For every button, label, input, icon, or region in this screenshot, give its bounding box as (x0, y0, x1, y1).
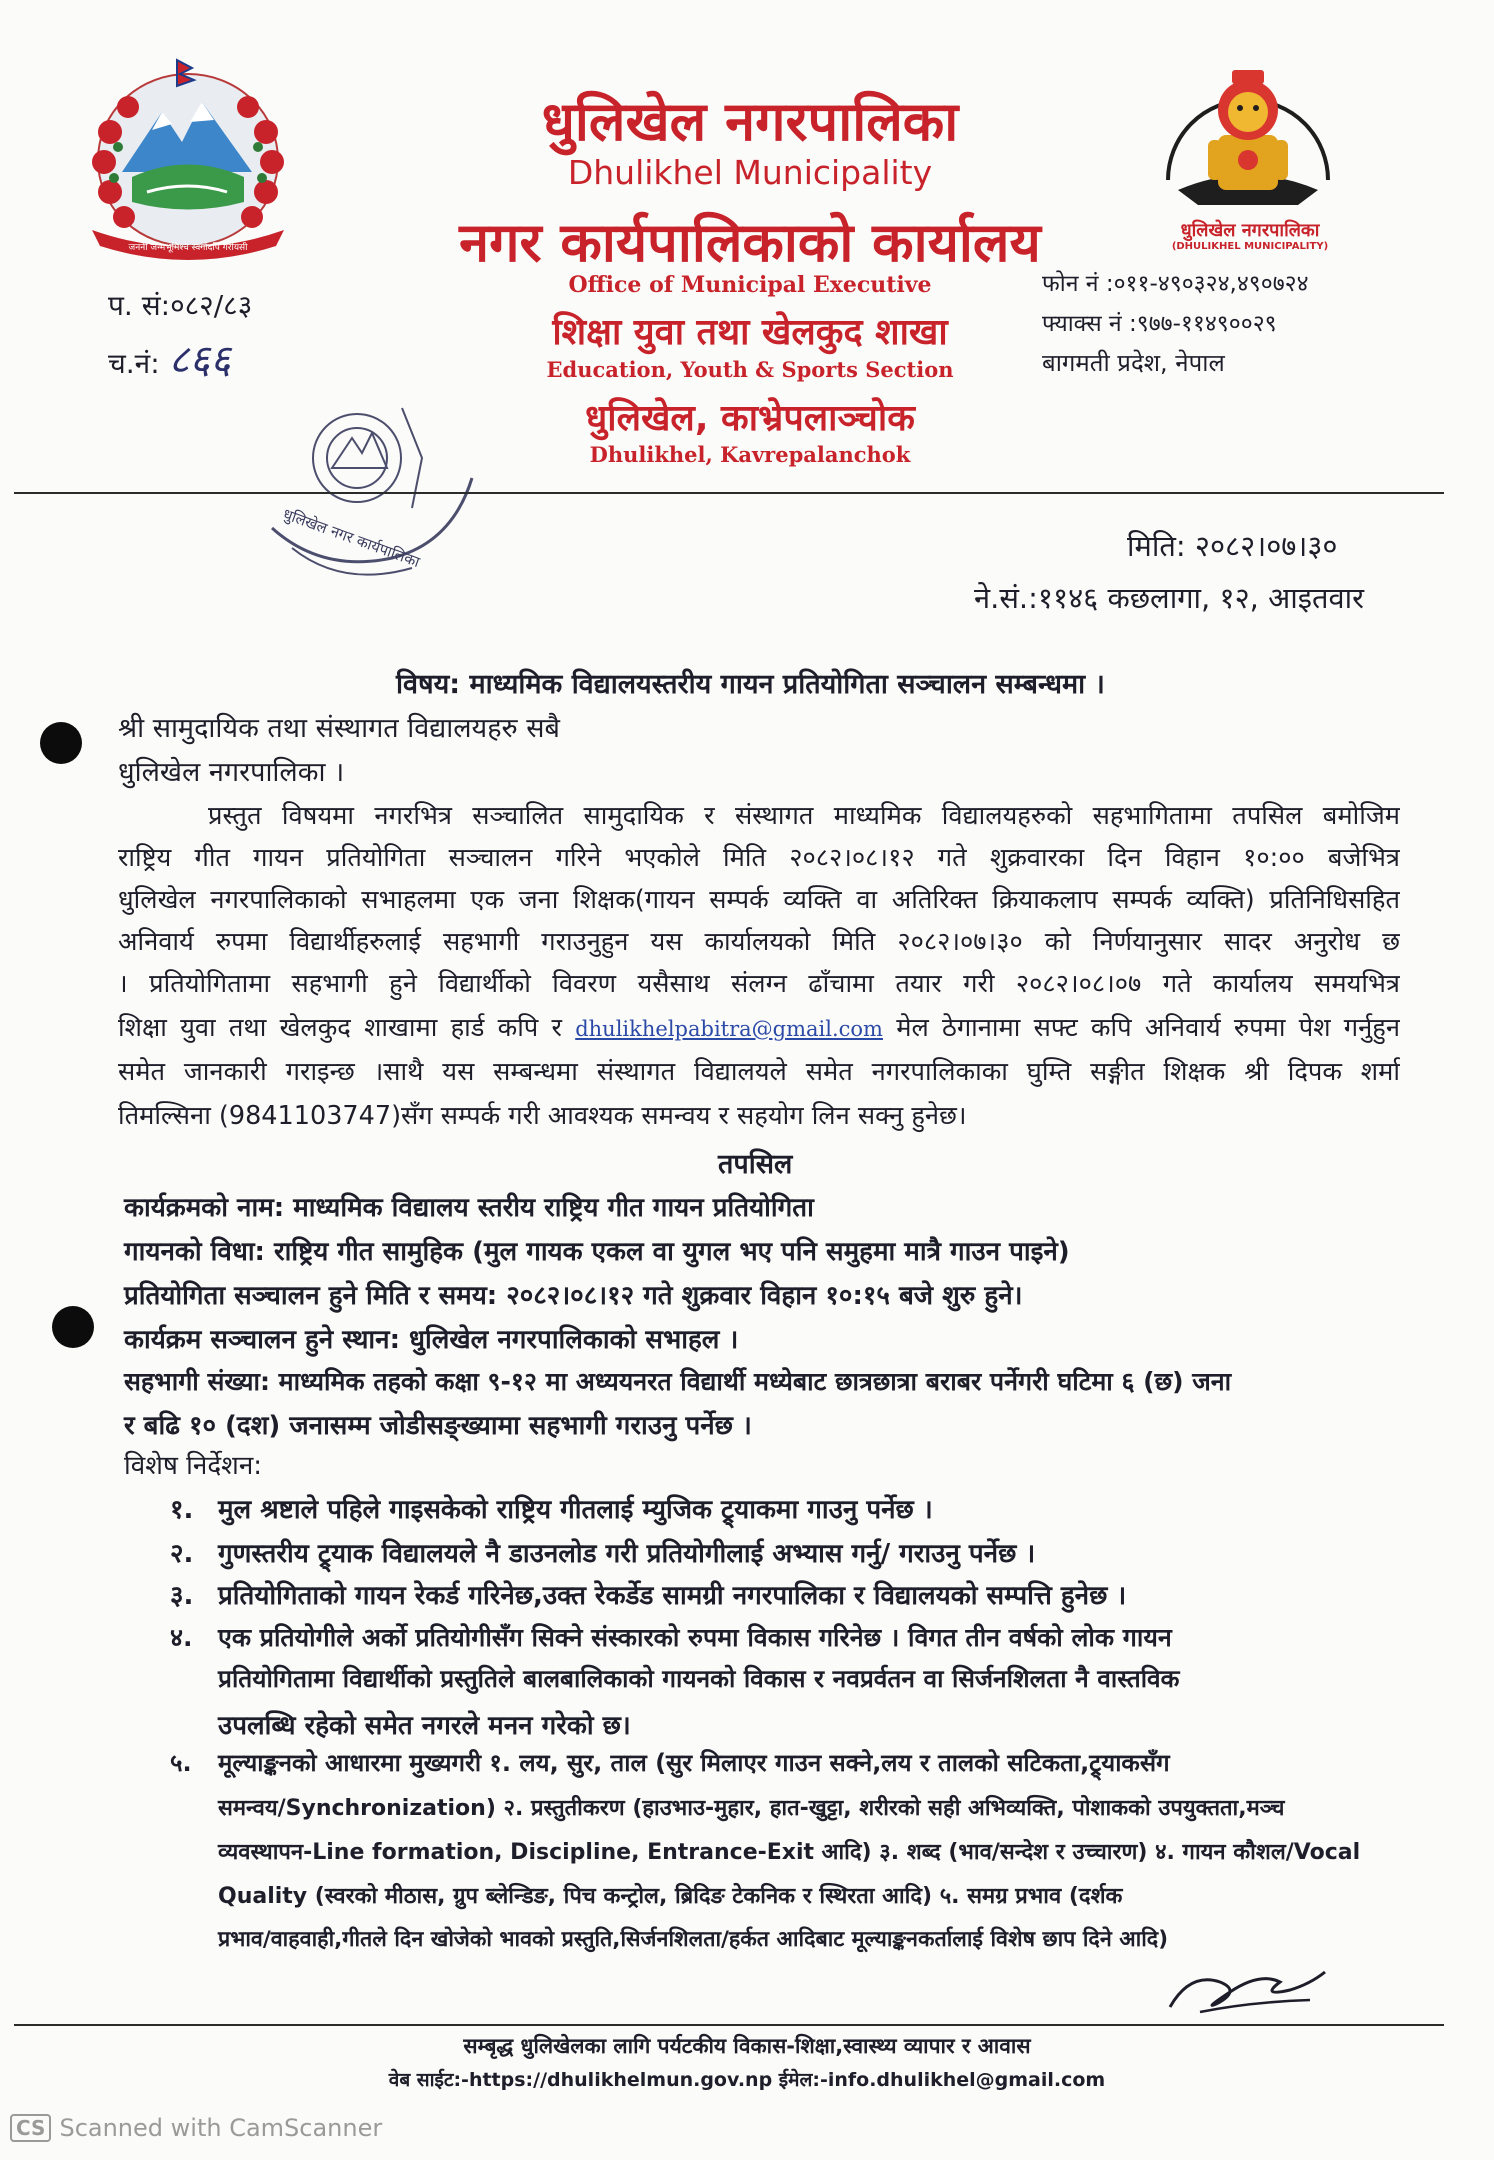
phone-number: फोन नं :०११-४९०३२४,४९०७२४ (1042, 271, 1309, 297)
province: बागमती प्रदेश, नेपाल (1042, 349, 1225, 377)
municipality-name-en: Dhulikhel Municipality (567, 153, 933, 192)
svg-text:जननी जन्मभूमिश्च स्वर्गादपि गर: जननी जन्मभूमिश्च स्वर्गादपि गरीयसी (128, 243, 248, 253)
signature-icon (1160, 1952, 1330, 2022)
instruction-item-3: ३. प्रतियोगिताको गायन रेकर्ड गरिनेछ,उक्त रेकर्डेड सामग्री नगरपालिका र विद्यालयको सम्पत्ति हुनेछ । (170, 1581, 1127, 1611)
special-instructions-heading: विशेष निर्देशन: (124, 1451, 263, 1481)
program-venue: कार्यक्रम सञ्चालन हुने स्थान: धुलिखेल नगरपालिकाको सभाहल । (124, 1325, 739, 1355)
camscanner-text: Scanned with CamScanner (59, 2114, 383, 2142)
svg-text:धुलिखेल नगर कार्यपालिका: धुलिखेल नगर कार्यपालिका (280, 504, 423, 572)
section-name-en: Education, Youth & Sports Section (546, 357, 954, 382)
instruction-item-1: १. मुल श्रष्टाले पहिले गाइसकेको राष्ट्रिय गीतलाई म्युजिक ट्र्याकमा गाउनु पर्नेछ । (170, 1495, 933, 1525)
fax-number: फ्याक्स नं :९७७-११४९००२९ (1042, 311, 1277, 337)
body-line-2: राष्ट्रिय गीत गायन प्रतियोगिता सञ्चालन गरिने भएकोले मिति २०८२।०८।१२ गते शुक्रवारका दिन विहान १०:०० बजेभित्र (118, 843, 1400, 873)
body-line-4: अनिवार्य रुपमा विद्यार्थीहरुलाई सहभागी गराउनुहुन यस कार्यालयको मिति २०८२।०७।३० को निर्णयानुसार सादर अनुरोध छ (118, 927, 1400, 957)
dispatch-handwritten-number: ८६६ (168, 337, 231, 383)
body-line-6 (118, 1010, 1400, 1044)
municipality-name-ne: धुलिखेल नगरपालिका (541, 90, 959, 153)
instruction-item-2: २. गुणस्तरीय ट्र्याक विद्यालयले नै डाउनलोड गरी प्रतियोगीलाई अभ्यास गर्नु/ गराउनु पर्नेछ । (170, 1539, 1036, 1569)
scan-punch-hole-bottom (52, 1306, 94, 1348)
camscanner-logo-icon: CS (10, 2114, 51, 2142)
camscanner-watermark (10, 2114, 382, 2142)
body-line-1: प्रस्तुत विषयमा नगरभित्र सञ्चालित सामुदायिक र संस्थागत माध्यमिक विद्यालयहरुको सहभागितामा तपसिल बमोजिम (208, 801, 1400, 831)
reference-number: प. सं:०८२/८३ (108, 289, 253, 322)
recipient-line-1: श्री सामुदायिक तथा संस्थागत विद्यालयहरु सबै (118, 713, 560, 744)
body-line-3: धुलिखेल नगरपालिकाको सभाहलमा एक जना शिक्षक(गायन सम्पर्क व्यक्ति वा अतिरिक्त क्रियाकलाप सम्पर्क व्यक्ति) प्रतिनिधिसहित (118, 885, 1400, 915)
section-name-ne: शिक्षा युवा तथा खेलकुद शाखा (552, 312, 948, 353)
singing-genre: गायनको विधा: राष्ट्रिय गीत सामुहिक (मुल गायक एकल वा युगल भए पनि समुहमा मात्रै गाउन पाइने) (124, 1237, 1070, 1267)
place-name-en: Dhulikhel, Kavrepalanchok (589, 442, 911, 467)
nepal-emblem-icon (62, 52, 314, 262)
dispatch-number (108, 330, 231, 385)
email-link[interactable]: dhulikhelpabitra@gmail.com (575, 1017, 883, 1041)
program-name: कार्यक्रमको नाम: माध्यमिक विद्यालय स्तरीय राष्ट्रिय गीत गायन प्रतियोगिता (124, 1193, 814, 1223)
letter-date: मिति: २०८२।०७।३० (1127, 529, 1338, 563)
nepal-sambat-date: ने.सं.:११४६ कछलागा, १२, आइतवार (974, 581, 1364, 615)
footer-slogan: सम्बृद्ध धुलिखेलका लागि पर्यटकीय विकास-शिक्षा,स्वास्थ्य व्यापार र आवास (463, 2034, 1031, 2058)
footer-divider (14, 2024, 1444, 2026)
recipient-line-2: धुलिखेल नगरपालिका । (118, 757, 345, 788)
logo-caption-en: (DHULIKHEL MUNICIPALITY) (1171, 241, 1329, 252)
header-divider (14, 492, 1444, 494)
body-line-7: समेत जानकारी गराइन्छ ।साथै यस सम्बन्धमा संस्थागत विद्यालयले समेत नगरपालिकाका घुम्ति सङ्गीत शिक्षक श्री दिपक शर्मा (118, 1057, 1400, 1087)
body-line-6-end: मेल ठेगानामा सफ्ट कपि अनिवार्य रुपमा पेश गर्नुहुन (896, 1013, 1400, 1043)
letter-subject: विषय: माध्यमिक विद्यालयस्तरीय गायन प्रतियोगिता सञ्चालन सम्बन्धमा । (396, 669, 1105, 700)
participant-count-line-2: र बढि १० (दश) जनासम्म जोडीसङ्ख्यामा सहभागी गराउनु पर्नेछ । (124, 1411, 752, 1441)
logo-caption-ne: धुलिखेल नगरपालिका (1180, 220, 1320, 241)
office-stamp-icon (262, 398, 492, 598)
body-line-8: तिमल्सिना (9841103747)सँग सम्पर्क गरी आवश्यक समन्वय र सहयोग लिन सक्नु हुनेछ। (118, 1101, 967, 1131)
office-name-en: Office of Municipal Executive (568, 272, 932, 298)
body-line-5: । प्रतियोगितामा सहभागी हुने विद्यार्थीको विवरण यसैसाथ संलग्न ढाँचामा तयार गरी २०८२।०८।०७ गते कार्यालय समयभित्र (118, 969, 1400, 999)
competition-date-time: प्रतियोगिता सञ्चालन हुने मिति र समय: २०८२।०८।१२ गते शुक्रवार विहान १०:१५ बजे शुरु हुने। (124, 1281, 1023, 1311)
participant-count-line-1: सहभागी संख्या: माध्यमिक तहको कक्षा ९-१२ मा अध्ययनरत विद्यार्थी मध्येबाट छात्रछात्रा बराबर पर्नेगरी घटिमा ६ (छ) जना (124, 1367, 1232, 1396)
place-name-ne: धुलिखेल, काभ्रेपलाञ्चोक (585, 398, 915, 439)
dispatch-label: च.नं: (108, 347, 160, 380)
body-line-6-start: शिक्षा युवा तथा खेलकुद शाखामा हार्ड कपि र (118, 1013, 562, 1043)
municipality-logo-icon (1148, 40, 1348, 240)
scan-punch-hole-top (40, 722, 82, 764)
footer-contact: वेब साईट:-https://dhulikhelmun.gov.np ईमेल:-info.dhulikhel@gmail.com (388, 2069, 1106, 2091)
office-name-ne: नगर कार्यपालिकाको कार्यालय (459, 211, 1041, 274)
tapasil-heading: तपसिल (718, 1149, 793, 1180)
